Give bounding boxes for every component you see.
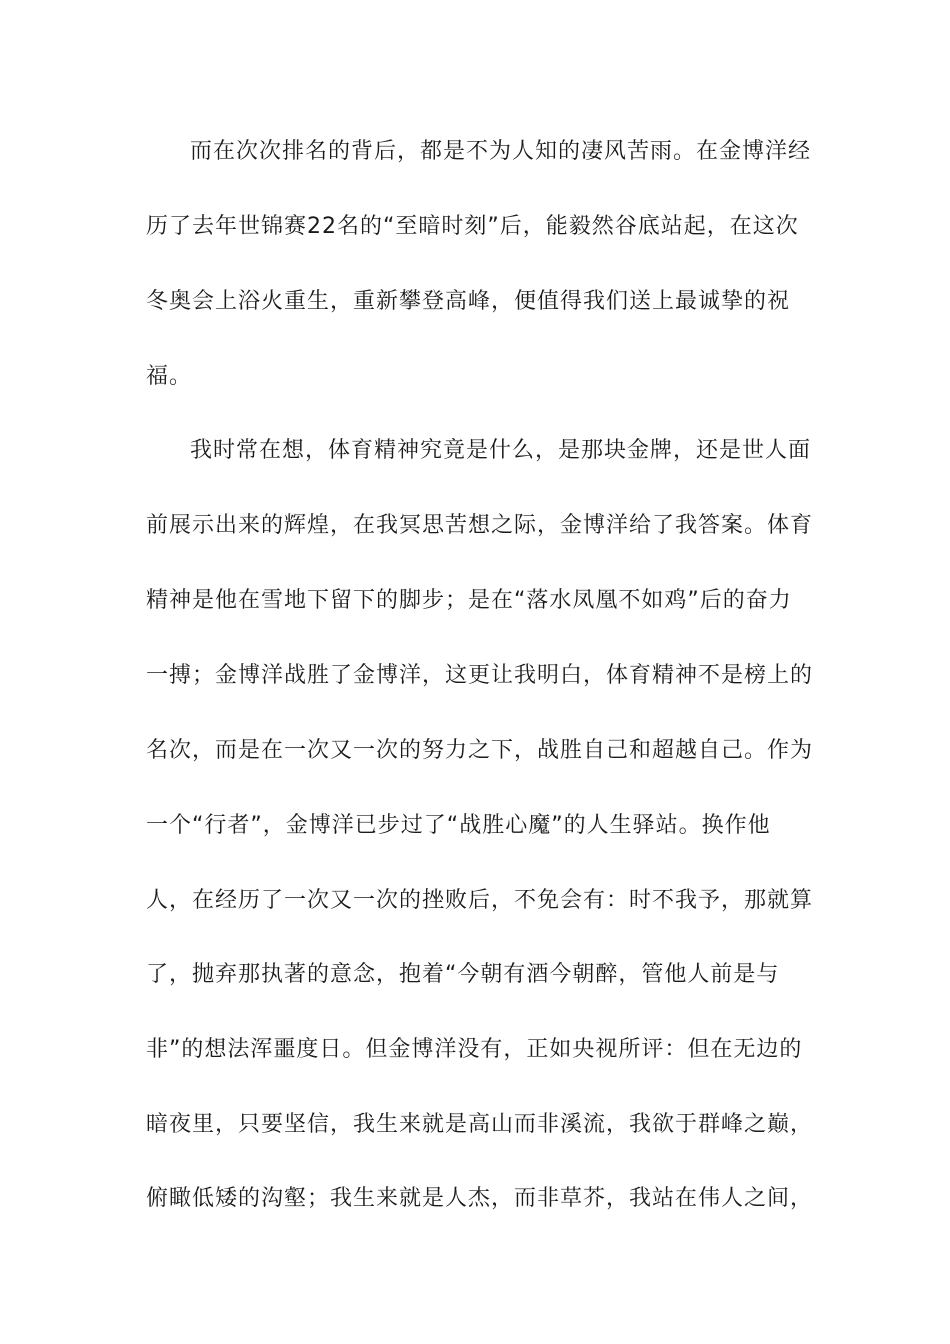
paragraph-2-line-7: 人，在经历了一次又一次的挫败后，不免会有：时不我予，那就算 [146, 888, 814, 913]
paragraph-2-line-10: 暗夜里，只要坚信，我生来就是高山而非溪流，我欲于群峰之巅， [146, 1112, 814, 1137]
paragraph-1-line-1: 而在次次排名的背后，都是不为人知的凄风苦雨。在金博洋经 [190, 139, 812, 164]
paragraph-2-line-6: 一个“行者”，金博洋已步过了“战胜心魔”的人生驿站。换作他 [146, 813, 771, 838]
paragraph-2-line-5: 名次，而是在一次又一次的努力之下，战胜自己和超越自己。作为 [146, 738, 814, 763]
paragraph-1-line-4: 福。 [146, 364, 193, 389]
paragraph-2-line-4: 一搏；金博洋战胜了金博洋，这更让我明白，体育精神不是榜上的 [146, 663, 814, 688]
paragraph-2-line-1: 我时常在想，体育精神究竟是什么，是那块金牌，还是世人面 [190, 438, 812, 463]
paragraph-1-line-2: 历了去年世锦赛22名的“至暗时刻”后，能毅然谷底站起，在这次 [146, 214, 799, 239]
paragraph-2-line-2: 前展示出来的辉煌，在我冥思苦想之际，金博洋给了我答案。体育 [146, 513, 814, 538]
paragraph-2-line-3: 精神是他在雪地下留下的脚步；是在“落水凤凰不如鸡”后的奋力 [146, 588, 792, 613]
paragraph-2-line-8: 了，抛弃那执著的意念，抱着“今朝有酒今朝醉，管他人前是与 [146, 962, 780, 987]
paragraph-2-line-9: 非”的想法浑噩度日。但金博洋没有，正如央视所评：但在无边的 [146, 1037, 803, 1062]
paragraph-2-line-11: 俯瞰低矮的沟壑；我生来就是人杰，而非草芥，我站在伟人之间， [146, 1186, 814, 1211]
paragraph-1-line-3: 冬奥会上浴火重生，重新攀登高峰，便值得我们送上最诚挚的祝 [146, 289, 791, 314]
